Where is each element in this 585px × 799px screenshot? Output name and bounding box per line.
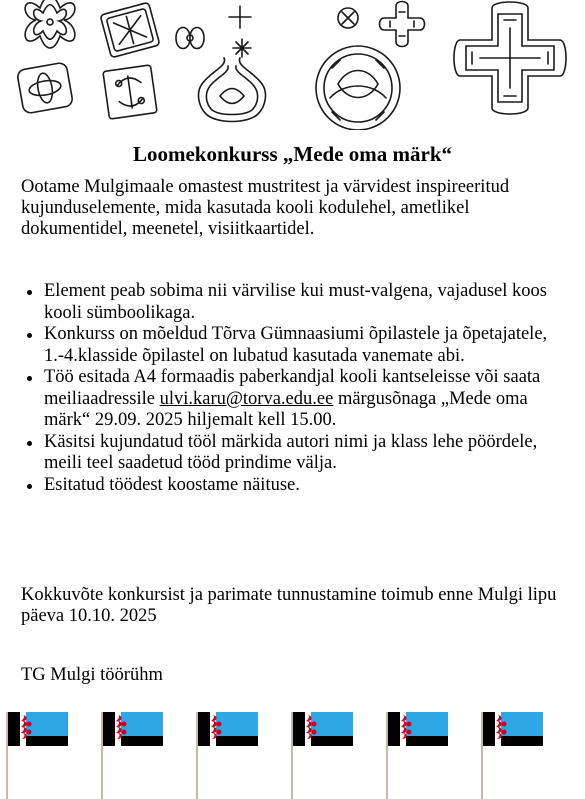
list-item: Käsitsi kujundatud tööl märkida autori nimi ja klass lehe pöördele, meili teel saadetud tööd prindime välja. [21, 432, 561, 475]
deadline-text: märgusõnaga „Mede oma märk“ 29.09. 2025 hiljemalt kell 15.00. [44, 388, 528, 430]
mulgi-flag-icon [196, 712, 258, 799]
list-item: Element peab sobima nii värvilise kui must-valgena, vajadusel koos kooli sümboolikaga. [21, 281, 561, 324]
mulgi-flag-icon [6, 712, 68, 799]
submission-text: Töö esitada A4 formaadis paberkandjal kooli kantseleisse või saata meiliaadressile [44, 367, 541, 409]
list-item: Esitatud töödest koostame näituse. [21, 475, 561, 497]
intro-paragraph: Ootame Mulgimaale omastest mustritest ja värvidest inspireeritud kujunduselemente, mida kasutada kooli kodulehel, ametlikel dokumentidel, meenetel, visiitkaartidel. [21, 177, 510, 239]
list-item [21, 367, 561, 432]
contest-title: Loomekonkurss „Mede oma märk“ [132, 142, 453, 166]
mulgi-flags-row [0, 700, 585, 799]
summary-paragraph: Kokkuvõte konkursist ja parimate tunnustamine toimub enne Mulgi lipu päeva 10.10. 2025 [21, 585, 557, 626]
rules-list [21, 281, 561, 496]
mulgi-flag-icon [291, 712, 353, 799]
mulgi-flag-icon [386, 712, 448, 799]
mulgi-flag-icon [101, 712, 163, 799]
list-item: Konkurss on mõeldud Tõrva Gümnaasiumi õpilastele ja õpetajatele, 1.-4.klasside õpilastel on lubatud kasutada vanemate abi. [21, 324, 561, 367]
email-link[interactable]: ulvi.karu@torva.edu.ee [159, 388, 334, 409]
signature: TG Mulgi töörühm [21, 665, 163, 685]
mulgi-flag-icon [481, 712, 543, 799]
mulgi-pattern-banner [0, 0, 585, 130]
